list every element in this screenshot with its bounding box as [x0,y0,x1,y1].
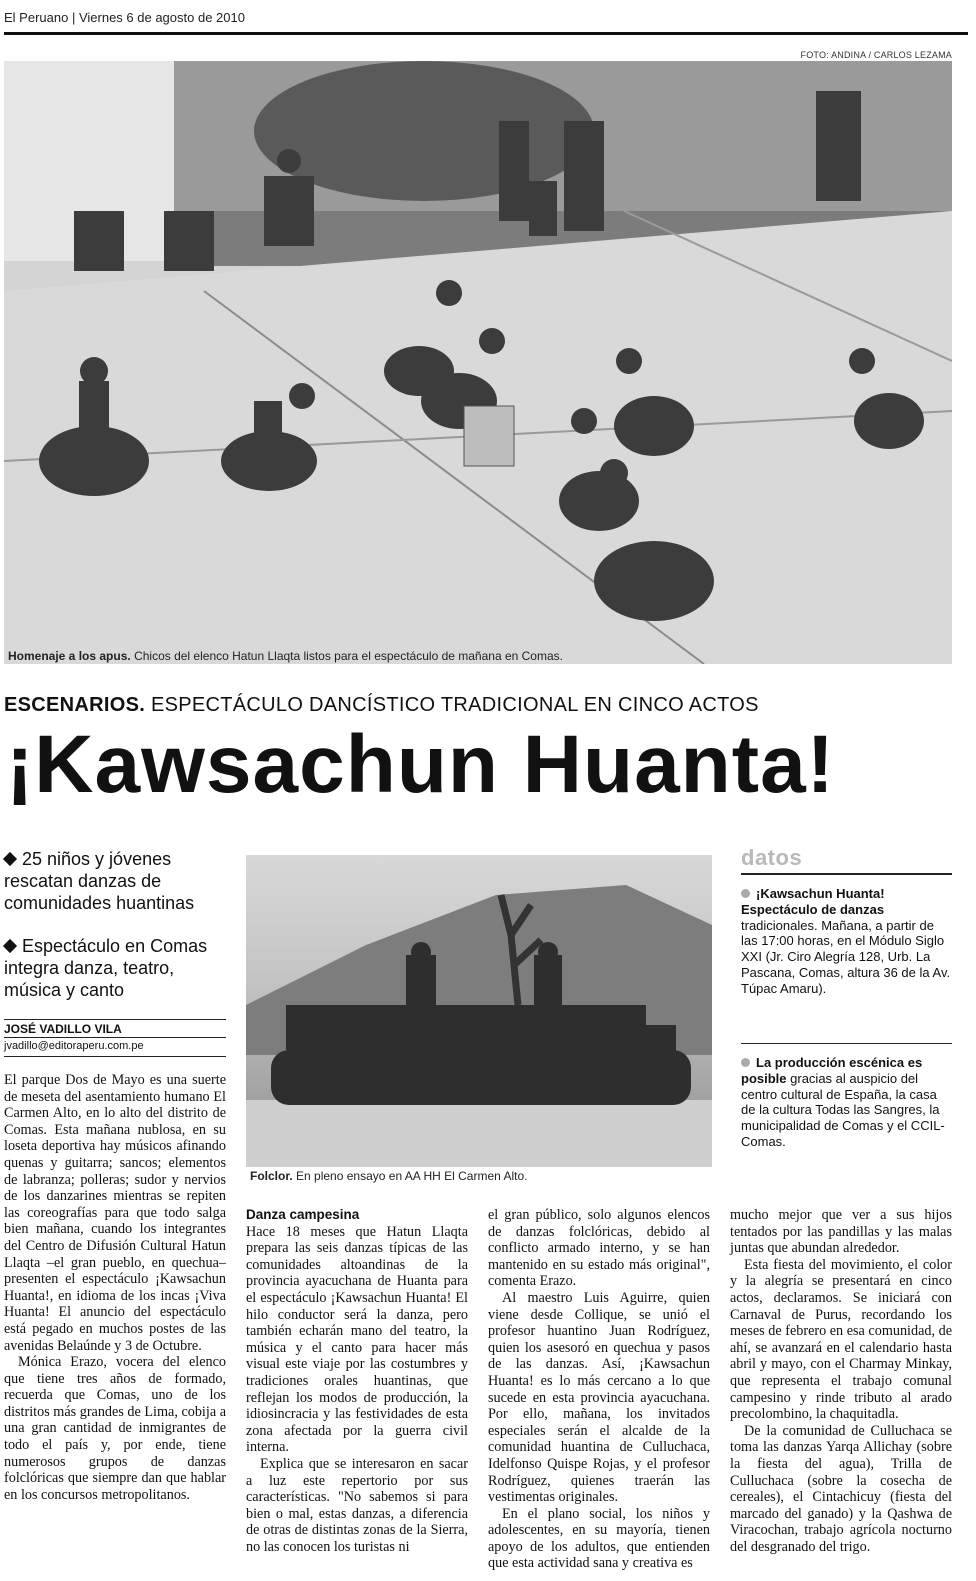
body-column-1 [4,1072,226,1503]
dancers-scene [4,61,952,664]
body-paragraph: De la comunidad de Culluchaca se toma las danzas Yarqa Allichay (sobre la fiesta del agua), Trilla de Culluchaca (sobre la cosecha de cereales), el Cintachicuy (fiesta del marcado del ganado) y la Qashwa de Viracochan, trabajo agrícola nocturno del desgranado del trigo. [730,1422,952,1555]
body-paragraph: Al maestro Luis Aguirre, quien viene desde Collique, se unió el profesor huantino Juan Rodríguez, quien los asesoró en quechua y pasos de las danzas. Así, ¡Kawsachun Huanta! es lo más cercano a lo que sucede en esta provincia ayacuchana. Por ello, mañana, los invitados especiales serán el alcalde de la comunidad huantina de Culluchaca, Idelfonso Quispe Rojas, y el profesor Rodríguez, quienes traerán las vestimentas originales. [488,1289,710,1506]
summary-bullet-1 [4,848,224,914]
datos-separator [741,1043,952,1044]
datos-rule [741,873,952,875]
bullet-text: Espectáculo en Comas integra danza, teatro, música y canto [4,936,208,1000]
byline-rule-bottom [4,1056,226,1057]
second-caption-text: En pleno ensayo en AA HH El Carmen Alto. [296,1169,528,1183]
byline-author: JOSÉ VADILLO VILA [4,1022,122,1036]
bullet-dot-icon [741,889,750,898]
body-paragraph: Mónica Erazo, vocera del elenco que tiene tres años de formado, recuerda que Comas, uno de los distritos más grandes de Lima, cobija a una gran cantidad de inmigrantes de todo el país y, por ende, tiene numerosos grupos de danzas folclóricas que siempre dan que hablar en los concursos metropolitanos. [4,1354,226,1503]
top-photo [4,61,952,664]
second-photo-caption [250,1169,710,1183]
datos-title: datos [741,845,803,870]
body-paragraph: Esta fiesta del movimiento, el color y la alegría se presentará en cinco actos, declaramos. Se iniciará con Carnaval de Purus, recordando los meses de febrero en esa comunidad, de ahí, se avanzará en el calendario hasta abril y mayo, con el Charmay Minkay, que representa el trabajo comunal campesino y rinde tributo al arado precolombino, la chaquitadla. [730,1256,952,1423]
byline-rule-mid [4,1037,226,1038]
header-separator: | [71,10,79,25]
section-label: ESCENARIOS. [4,694,146,716]
body-column-3 [488,1207,710,1572]
body-paragraph: En el plano social, los niños y adolescentes, en su mayoría, tienen apoyo de los adultos, que entienden que esta actividad sana y creativa es [488,1505,710,1572]
body-paragraph: el gran público, solo algunos elencos de danzas folclóricas, debido al conflicto armado interno, y se han mantenido en su estado más original", comenta Erazo. [488,1207,710,1290]
summary-bullet-2 [4,935,224,1001]
top-caption-bold: Homenaje a los apus. [8,649,131,663]
kicker-text: ESPECTÁCULO DANCÍSTICO TRADICIONAL EN CINCO ACTOS [150,694,759,716]
top-photo-caption [8,649,948,663]
body-paragraph: El parque Dos de Mayo es una suerte de meseta del asentamiento humano El Carmen Alto, en lo alto del distrito de Comas. Esta mañana nublosa, en su loseta deportiva hay músicos afinando quenas y guitarra; sancos; elementos de labranza; polleras; sudor y nervios de los danzarines mientras se repiten las coreografías para que todo salga bien mañana, cuando los integrantes del Centro de Difusión Cultural Hatun Llaqta –el gran pueblo, en quechua– presenten el espectáculo ¡Kawsachun Huanta!, en idioma de los incas ¡Viva Huanta! El anuncio del espectáculo está pegado en muchos postes de las avenidas Belaúnde y 3 de Octubre. [4,1072,226,1354]
diamond-icon [3,939,17,953]
byline-rule-top [4,1019,226,1020]
photo-credit: FOTO: ANDINA / CARLOS LEZAMA [800,50,952,60]
body-paragraph: Explica que se interesaron en sacar a luz este repertorio por sus características. "No sabemos si para bien o mal, estas danzas, a diferencia de otras de distintas zonas de la Sierra, no las conocen los turistas ni [246,1455,468,1555]
body-column-4 [730,1207,952,1555]
headline: ¡Kawsachun Huanta! [6,719,835,810]
publication-name: El Peruano [4,10,69,25]
body-column-2 [246,1207,468,1555]
datos-item-2-title: La producción escénica es posible [741,1055,923,1086]
datos-item-1-title: ¡Kawsachun Huanta! Espectáculo de danzas [741,886,885,917]
issue-date: Viernes 6 de agosto de 2010 [78,10,245,25]
byline-email[interactable]: jvadillo@editoraperu.com.pe [4,1040,144,1052]
body-paragraph: Hace 18 meses que Hatun Llaqta prepara las seis danzas típicas de las comunidades altoandinas de la provincia ayacuchana de Huanta para el espectáculo ¡Kawsachun Huanta! El hilo conductor será la danza, pero también echarán mano del teatro, la música y el canto para hacer más visual este viaje por las costumbres y tradiciones orales huantinas, que reflejan los modos de producción, la idiosincracia y las festividades de esta zona afectada por la guerra civil interna. [246,1223,468,1456]
datos-item-1 [741,886,951,997]
subheading: Danza campesina [246,1207,360,1222]
header-rule [4,32,968,35]
bullet-text: 25 niños y jóvenes rescatan danzas de comunidades huantinas [4,849,195,913]
diamond-icon [3,852,17,866]
bullet-dot-icon [741,1058,750,1067]
datos-item-2 [741,1055,951,1150]
rehearsal-group-scene [246,855,712,1167]
top-caption-text: Chicos del elenco Hatun Llaqta listos para el espectáculo de mañana en Comas. [134,649,563,663]
second-photo [246,855,712,1167]
datos-item-2-text: gracias al auspicio del centro cultural de España, la casa de la cultura Todas las Sangres, la municipalidad de Comas y el CCIL-Comas. [741,1070,945,1149]
body-paragraph: mucho mejor que ver a sus hijos tentados por las pandillas y las malas juntas que abundan alrededor. [730,1207,952,1257]
datos-item-1-text: tradicionales. Mañana, a partir de las 17:00 horas, en el Módulo Siglo XXI (Jr. Ciro Alegría 128, Urb. La Pascana, Comas, altura 36 de la Av. Túpac Amaru). [741,917,951,996]
page-header [4,10,245,25]
second-caption-bold: Folclor. [250,1169,293,1183]
section-kicker [4,694,759,717]
